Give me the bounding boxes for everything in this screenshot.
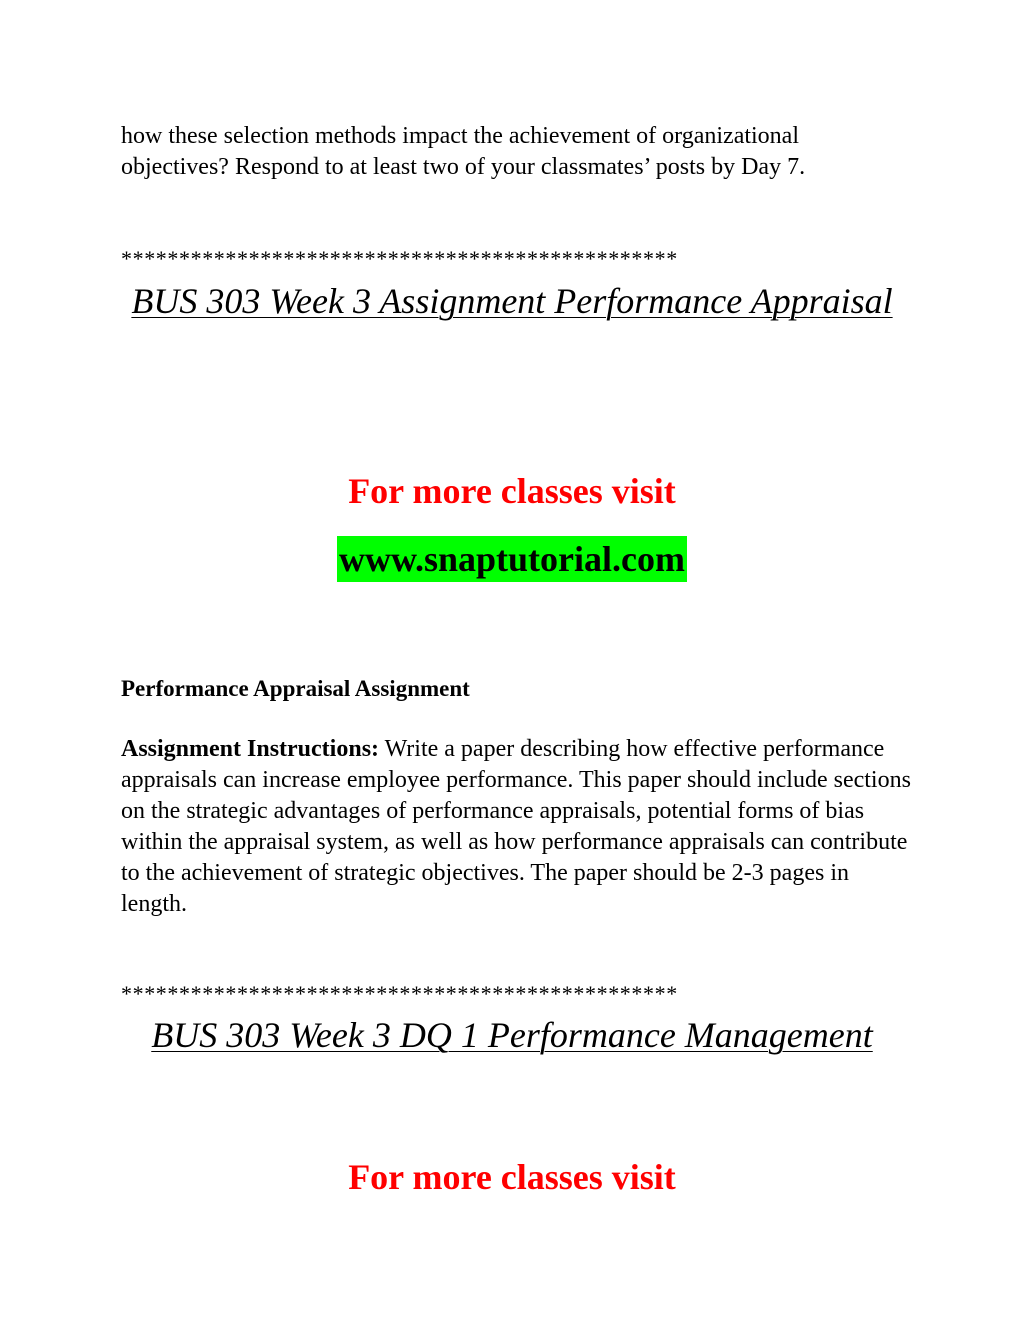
section-title-text: BUS 303 Week 3 Assignment Performance Appraisal (131, 281, 893, 321)
section-title-dq: BUS 303 Week 3 DQ 1 Performance Management (151, 1015, 873, 1055)
snaptutorial-link[interactable]: www.snaptutorial.com (337, 536, 687, 582)
section-title-assignment (0, 277, 1024, 325)
promo-text: For more classes visit (348, 471, 676, 511)
separator-line-2: ************************************************ (121, 981, 678, 1006)
promo-text-2: For more classes visit (348, 1157, 676, 1197)
promo-link-wrap (0, 536, 1024, 582)
intro-paragraph: how these selection methods impact the achievement of organizational objectives? Respond to at least two of your classmates’ posts by Day 7. (121, 123, 806, 180)
assignment-heading: Performance Appraisal Assignment (121, 676, 470, 701)
instructions-label: Assignment Instructions: (121, 736, 380, 762)
instructions-paragraph (121, 734, 911, 920)
separator-line: ************************************************ (121, 246, 678, 271)
instructions-text: Write a paper describing how effective performance appraisals can increase employee performance. This paper should include sections on the strategic advantages of performance appraisals, potential forms of bias within the appraisal system, as well as how performance appraisals can contribute to the achievement of strategic objectives. The paper should be 2-3 pages in length. (121, 736, 911, 917)
